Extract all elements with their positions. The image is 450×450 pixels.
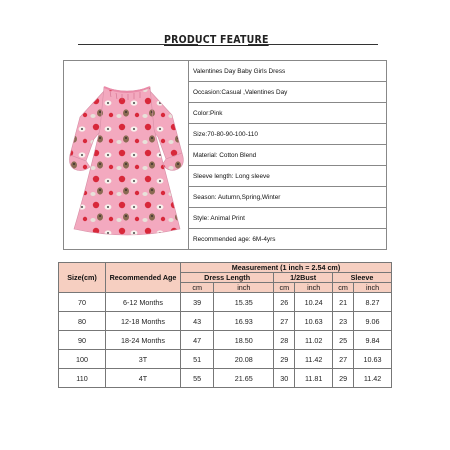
table-cell: 25: [333, 331, 354, 350]
product-image: [64, 69, 188, 241]
table-cell: 20.08: [214, 350, 274, 369]
group-header-dress-length: Dress Length: [181, 273, 274, 283]
table-row: [59, 331, 392, 350]
feature-sleeve: Sleeve length: Long sleeve: [189, 166, 387, 187]
feature-material: Material: Cotton Blend: [189, 145, 387, 166]
feature-color: Color:Pink: [189, 103, 387, 124]
feature-age: Recommended age: 6M-4yrs: [189, 229, 387, 250]
table-cell: 3T: [106, 350, 181, 369]
dress-illustration: [64, 69, 188, 241]
product-feature-title: PRODUCT FEATURE: [164, 34, 269, 46]
table-cell: 9.84: [354, 331, 392, 350]
table-cell: 28: [274, 331, 295, 350]
table-cell: 6-12 Months: [106, 293, 181, 312]
table-cell: 12-18 Months: [106, 312, 181, 331]
table-cell: 30: [274, 369, 295, 388]
group-header-sleeve: Sleeve: [333, 273, 392, 283]
table-cell: 51: [181, 350, 214, 369]
table-cell: 10.24: [295, 293, 333, 312]
table-row: [59, 350, 392, 369]
table-cell: 90: [59, 331, 106, 350]
feature-occasion: Occasion:Casual ,Valentines Day: [189, 82, 387, 103]
unit-header: inch: [214, 283, 274, 293]
feature-size: Size:70-80-90-100-110: [189, 124, 387, 145]
table-cell: 29: [333, 369, 354, 388]
table-cell: 47: [181, 331, 214, 350]
unit-header: cm: [181, 283, 214, 293]
feature-season: Season: Autumn,Spring,Winter: [189, 187, 387, 208]
table-cell: 70: [59, 293, 106, 312]
table-cell: 15.35: [214, 293, 274, 312]
table-cell: 100: [59, 350, 106, 369]
table-cell: 80: [59, 312, 106, 331]
feature-style: Style: Animal Print: [189, 208, 387, 229]
unit-header: cm: [274, 283, 295, 293]
table-cell: 55: [181, 369, 214, 388]
table-row: [59, 369, 392, 388]
table-cell: 26: [274, 293, 295, 312]
size-column-header: Size(cm): [59, 263, 106, 293]
table-row: [59, 312, 392, 331]
table-cell: 8.27: [354, 293, 392, 312]
table-cell: 39: [181, 293, 214, 312]
table-cell: 11.42: [295, 350, 333, 369]
table-cell: 21: [333, 293, 354, 312]
product-feature-table: [63, 60, 387, 250]
age-column-header: Recommended Age: [106, 263, 181, 293]
feature-name: Valentines Day Baby Girls Dress: [189, 61, 387, 82]
table-cell: 110: [59, 369, 106, 388]
unit-header: cm: [333, 283, 354, 293]
table-cell: 43: [181, 312, 214, 331]
group-header-bust: 1/2Bust: [274, 273, 333, 283]
section-header: [0, 30, 450, 50]
table-cell: 21.65: [214, 369, 274, 388]
table-cell: 11.42: [354, 369, 392, 388]
table-cell: 23: [333, 312, 354, 331]
unit-header: inch: [354, 283, 392, 293]
table-cell: 18-24 Months: [106, 331, 181, 350]
table-cell: 27: [274, 312, 295, 331]
table-cell: 18.50: [214, 331, 274, 350]
product-image-cell: [64, 61, 189, 250]
table-cell: 11.02: [295, 331, 333, 350]
table-cell: 16.93: [214, 312, 274, 331]
size-chart-table: [58, 262, 392, 388]
table-cell: 11.81: [295, 369, 333, 388]
table-cell: 10.63: [295, 312, 333, 331]
table-row: [59, 293, 392, 312]
measurement-header: Measurement (1 inch = 2.54 cm): [181, 263, 392, 273]
table-cell: 9.06: [354, 312, 392, 331]
table-cell: 10.63: [354, 350, 392, 369]
unit-header: inch: [295, 283, 333, 293]
table-cell: 29: [274, 350, 295, 369]
table-cell: 4T: [106, 369, 181, 388]
table-cell: 27: [333, 350, 354, 369]
